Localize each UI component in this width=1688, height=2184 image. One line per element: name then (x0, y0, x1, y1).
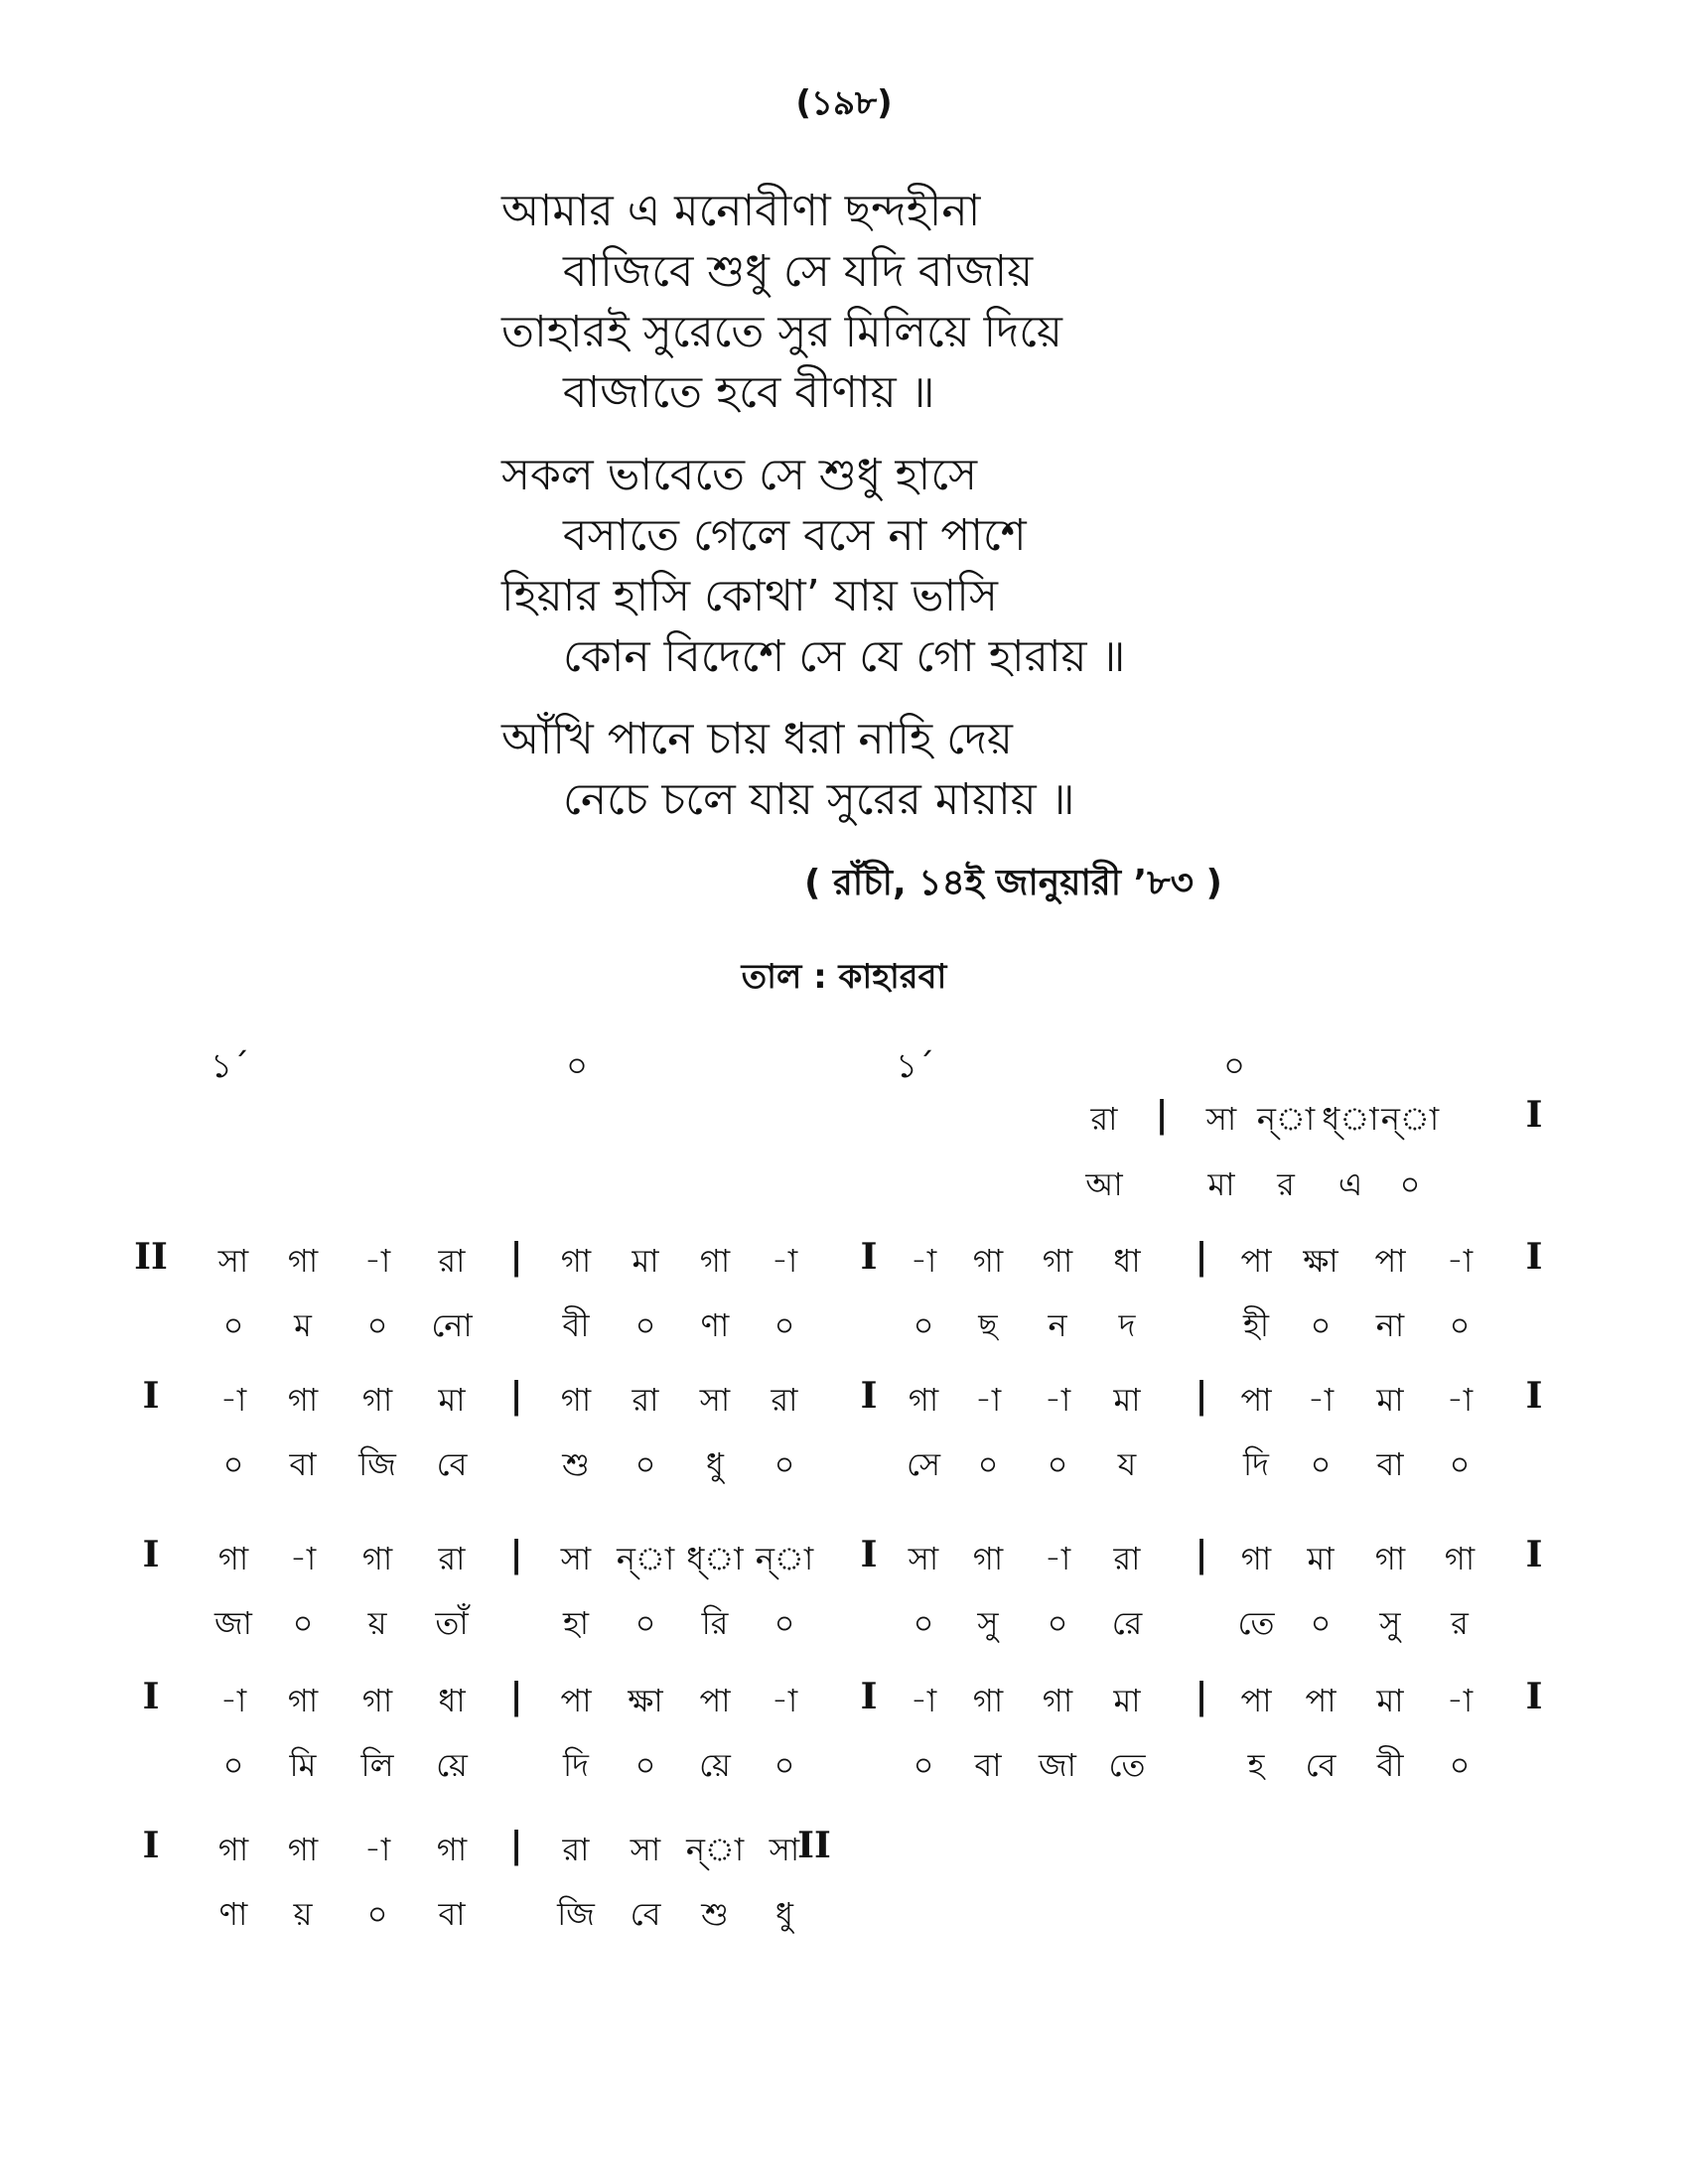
swara-note: সা (630, 1831, 661, 1868)
lyric-syllable: ০ (222, 1746, 244, 1784)
lyric-syllable: সু (977, 1604, 999, 1642)
swara-note: -া (1446, 1242, 1474, 1280)
lyric-syllable: য (1117, 1445, 1137, 1483)
lyric-syllable: সু (1379, 1604, 1401, 1642)
lyric-syllable: রে (1111, 1604, 1143, 1642)
swara-note: -া (1307, 1381, 1335, 1419)
swara-note: রা (562, 1831, 590, 1868)
lyric-syllable: ০ (366, 1306, 388, 1344)
bar-line: I (142, 1825, 160, 1866)
swara-note: -া (974, 1381, 1002, 1419)
swara-note: -া (1446, 1682, 1474, 1719)
lyric-syllable: ০ (1310, 1604, 1332, 1642)
poem-line: বাজিবে শুধু সে যদি বাজায় (563, 246, 1034, 297)
swara-note: মা (1113, 1381, 1141, 1419)
lyric-syllable: ০ (634, 1306, 656, 1344)
swara-note: সা (769, 1831, 800, 1868)
beat-marker: ১´ (211, 1046, 250, 1086)
bar-line: I (860, 1676, 878, 1717)
bar-line: | (509, 1825, 523, 1866)
lyric-syllable: ০ (1449, 1746, 1471, 1784)
swara-note: মা (1376, 1682, 1404, 1719)
lyric-syllable: বা (1376, 1445, 1404, 1483)
poem-line: আমার এ মনোবীণা ছন্দহীনা (501, 186, 981, 236)
lyric-syllable: জি (557, 1895, 595, 1933)
poem-line: সকল ভাবেতে সে শুধু হাসে (501, 450, 978, 500)
swara-note: মা (1307, 1540, 1335, 1577)
swara-note: -া (363, 1831, 391, 1868)
lyric-syllable: ০ (1047, 1604, 1068, 1642)
lyric-syllable: ধু (775, 1895, 793, 1933)
swara-note: মা (1113, 1682, 1141, 1719)
lyric-syllable: ধু (706, 1445, 724, 1483)
swara-note: -া (363, 1242, 391, 1280)
lyric-syllable: দ (1118, 1306, 1136, 1344)
poem-line: হিয়ার হাসি কোথা’ যায় ভাসি (501, 571, 998, 621)
tala-heading: তাল : কাহারবা (741, 957, 947, 997)
lyric-syllable: শু (562, 1445, 590, 1483)
bar-line: | (509, 1676, 523, 1717)
swara-note: গা (287, 1242, 319, 1280)
lyric-syllable: ০ (774, 1746, 795, 1784)
swara-note: গা (908, 1381, 939, 1419)
swara-note: পা (1240, 1381, 1272, 1419)
lyric-syllable: য়ে (699, 1746, 731, 1784)
swara-note: সা (560, 1540, 592, 1577)
swara-note: পা (699, 1682, 731, 1719)
lyric-syllable: সে (906, 1445, 941, 1483)
lyric-syllable: ০ (634, 1746, 656, 1784)
swara-note: -া (1044, 1381, 1071, 1419)
bar-line: | (1155, 1094, 1169, 1136)
swara-note: গা (361, 1682, 393, 1719)
lyric-syllable: ০ (1310, 1306, 1332, 1344)
swara-note: ক্ষা (1303, 1242, 1338, 1280)
swara-note: মা (632, 1242, 659, 1280)
swara-note: সা (217, 1242, 249, 1280)
swara-note: গা (972, 1242, 1004, 1280)
swara-note: গা (560, 1381, 592, 1419)
bar-line: | (509, 1375, 523, 1417)
bar-line: | (509, 1534, 523, 1575)
poem-line: নেচে চলে যায় সুরের মায়ায় ॥ (563, 774, 1075, 825)
swara-note: গা (1444, 1540, 1476, 1577)
swara-note: ন্‌া (1380, 1100, 1440, 1138)
lyric-syllable: আ (1085, 1165, 1123, 1203)
lyric-syllable: মা (1207, 1165, 1235, 1203)
lyric-syllable: বা (289, 1445, 317, 1483)
swara-note: -া (910, 1242, 937, 1280)
swara-note: ধা (1113, 1242, 1141, 1280)
lyric-syllable: ছ (978, 1306, 998, 1344)
swara-note: -া (1044, 1540, 1071, 1577)
swara-note: -া (219, 1381, 247, 1419)
lyric-syllable: রি (701, 1604, 729, 1642)
lyric-syllable: ০ (292, 1604, 314, 1642)
lyric-syllable: ০ (1399, 1165, 1421, 1203)
lyric-syllable: ০ (913, 1746, 934, 1784)
lyric-syllable: র (1277, 1165, 1295, 1203)
beat-marker: ০ (566, 1046, 589, 1086)
lyric-syllable: না (1375, 1306, 1405, 1344)
lyric-syllable: বে (630, 1895, 661, 1933)
swara-note: -া (771, 1242, 798, 1280)
swara-note: গা (1240, 1540, 1272, 1577)
bar-line: | (1195, 1375, 1208, 1417)
lyric-syllable: ০ (222, 1445, 244, 1483)
lyric-syllable: ০ (1310, 1445, 1332, 1483)
poem-line: বসাতে গেলে বসে না পাশে (563, 510, 1027, 561)
swara-note: ন্‌া (616, 1540, 675, 1577)
poem-line: আঁখি পানে চায় ধরা নাহি দেয় (501, 714, 1013, 764)
swara-note: সা (1205, 1100, 1237, 1138)
swara-note: পা (1305, 1682, 1336, 1719)
bar-line: II (797, 1825, 831, 1866)
bar-line: I (860, 1236, 878, 1278)
lyric-syllable: ০ (634, 1604, 656, 1642)
lyric-syllable: র (1451, 1604, 1469, 1642)
lyric-syllable: তে (1237, 1604, 1275, 1642)
bar-line: I (1525, 1676, 1543, 1717)
bar-line: | (1195, 1534, 1208, 1575)
bar-line: II (134, 1236, 168, 1278)
lyric-syllable: বা (974, 1746, 1002, 1784)
bar-line: I (1525, 1534, 1543, 1575)
lyric-syllable: জি (358, 1445, 396, 1483)
swara-note: পা (1240, 1242, 1272, 1280)
lyric-syllable: ণা (700, 1306, 730, 1344)
swara-note: মা (1376, 1381, 1404, 1419)
swara-note: পা (1240, 1682, 1272, 1719)
swara-note: গা (1374, 1540, 1406, 1577)
lyric-syllable: য়ে (436, 1746, 468, 1784)
swara-note: গা (1042, 1682, 1073, 1719)
lyric-syllable: জা (214, 1604, 252, 1642)
lyric-syllable: বী (562, 1306, 590, 1344)
beat-marker: ১´ (896, 1046, 935, 1086)
lyric-syllable: হ (1247, 1746, 1265, 1784)
dateline: ( রাঁচী, ১৪ই জানুয়ারী ’৮৩ ) (804, 863, 1222, 903)
lyric-syllable: বী (1376, 1746, 1404, 1784)
swara-note: গা (361, 1540, 393, 1577)
swara-note: গা (972, 1682, 1004, 1719)
poem-line: বাজাতে হবে বীণায় ॥ (563, 367, 935, 418)
swara-note: গা (217, 1540, 249, 1577)
swara-note: রা (632, 1381, 659, 1419)
swara-note: -া (771, 1682, 798, 1719)
lyric-syllable: ০ (913, 1604, 934, 1642)
swara-note: ক্ষা (628, 1682, 663, 1719)
swara-note: -া (219, 1682, 247, 1719)
swara-note: পা (1374, 1242, 1406, 1280)
beat-marker: ০ (1223, 1046, 1246, 1086)
lyric-syllable: ০ (774, 1604, 795, 1642)
swara-note: গা (1042, 1242, 1073, 1280)
bar-line: I (1525, 1094, 1543, 1136)
swara-note: গা (560, 1242, 592, 1280)
poem-line: তাহারই সুরেতে সুর মিলিয়ে দিয়ে (501, 307, 1062, 357)
lyric-syllable: হা (562, 1604, 590, 1642)
lyric-syllable: মি (289, 1746, 317, 1784)
lyric-syllable: ০ (1449, 1306, 1471, 1344)
lyric-syllable: বে (436, 1445, 468, 1483)
bar-line: | (509, 1236, 523, 1278)
bar-line: I (142, 1534, 160, 1575)
swara-note: গা (361, 1381, 393, 1419)
bar-line: I (142, 1676, 160, 1717)
swara-note: ধ্‌া (1322, 1100, 1379, 1138)
lyric-syllable: ন (1048, 1306, 1067, 1344)
swara-note: -া (289, 1540, 317, 1577)
bar-line: | (1195, 1236, 1208, 1278)
swara-note: মা (438, 1381, 466, 1419)
lyric-syllable: ০ (977, 1445, 999, 1483)
lyric-syllable: শু (701, 1895, 729, 1933)
lyric-syllable: বে (1305, 1746, 1336, 1784)
lyric-syllable: বা (438, 1895, 466, 1933)
swara-note: -া (910, 1682, 937, 1719)
swara-note: ধ্‌া (686, 1540, 744, 1577)
swara-note: গা (972, 1540, 1004, 1577)
lyric-syllable: দি (1243, 1445, 1269, 1483)
lyric-syllable: ০ (222, 1306, 244, 1344)
lyric-syllable: ০ (1047, 1445, 1068, 1483)
swara-note: ন্‌া (1256, 1100, 1316, 1138)
swara-note: গা (287, 1682, 319, 1719)
lyric-syllable: হী (1243, 1306, 1269, 1344)
lyric-syllable: ০ (366, 1895, 388, 1933)
swara-note: গা (436, 1831, 468, 1868)
swara-note: রা (771, 1381, 798, 1419)
lyric-syllable: তে (1108, 1746, 1146, 1784)
bar-line: I (1525, 1236, 1543, 1278)
lyric-syllable: ম (294, 1306, 312, 1344)
swara-note: পা (560, 1682, 592, 1719)
lyric-syllable: নো (431, 1306, 473, 1344)
swara-note: গা (217, 1831, 249, 1868)
swara-note: রা (438, 1242, 466, 1280)
lyric-syllable: এ (1337, 1165, 1363, 1203)
swara-note: রা (1090, 1100, 1118, 1138)
swara-note: গা (287, 1381, 319, 1419)
bar-line: | (1195, 1676, 1208, 1717)
swara-note: ন্‌া (755, 1540, 814, 1577)
poem-line: কোন বিদেশে সে যে গো হারায় ॥ (563, 631, 1126, 682)
lyric-syllable: ০ (1449, 1445, 1471, 1483)
bar-line: I (860, 1375, 878, 1417)
lyric-syllable: ০ (634, 1445, 656, 1483)
bar-line: I (1525, 1375, 1543, 1417)
lyric-syllable: লি (360, 1746, 394, 1784)
swara-note: ন্‌া (685, 1831, 745, 1868)
lyric-syllable: ০ (913, 1306, 934, 1344)
swara-note: ধা (438, 1682, 466, 1719)
swara-note: গা (287, 1831, 319, 1868)
lyric-syllable: ণা (218, 1895, 248, 1933)
swara-note: রা (438, 1540, 466, 1577)
swara-note: সা (699, 1381, 731, 1419)
lyric-syllable: য় (293, 1895, 313, 1933)
lyric-syllable: তাঁ (435, 1604, 469, 1642)
swara-note: -া (1446, 1381, 1474, 1419)
lyric-syllable: য় (367, 1604, 387, 1642)
lyric-syllable: জা (1039, 1746, 1076, 1784)
bar-line: I (142, 1375, 160, 1417)
swara-note: গা (699, 1242, 731, 1280)
page-number: (১৯৮) (795, 83, 893, 123)
swara-note: সা (908, 1540, 939, 1577)
bar-line: I (860, 1534, 878, 1575)
lyric-syllable: ০ (774, 1445, 795, 1483)
lyric-syllable: দি (563, 1746, 589, 1784)
lyric-syllable: ০ (774, 1306, 795, 1344)
swara-note: রা (1113, 1540, 1141, 1577)
